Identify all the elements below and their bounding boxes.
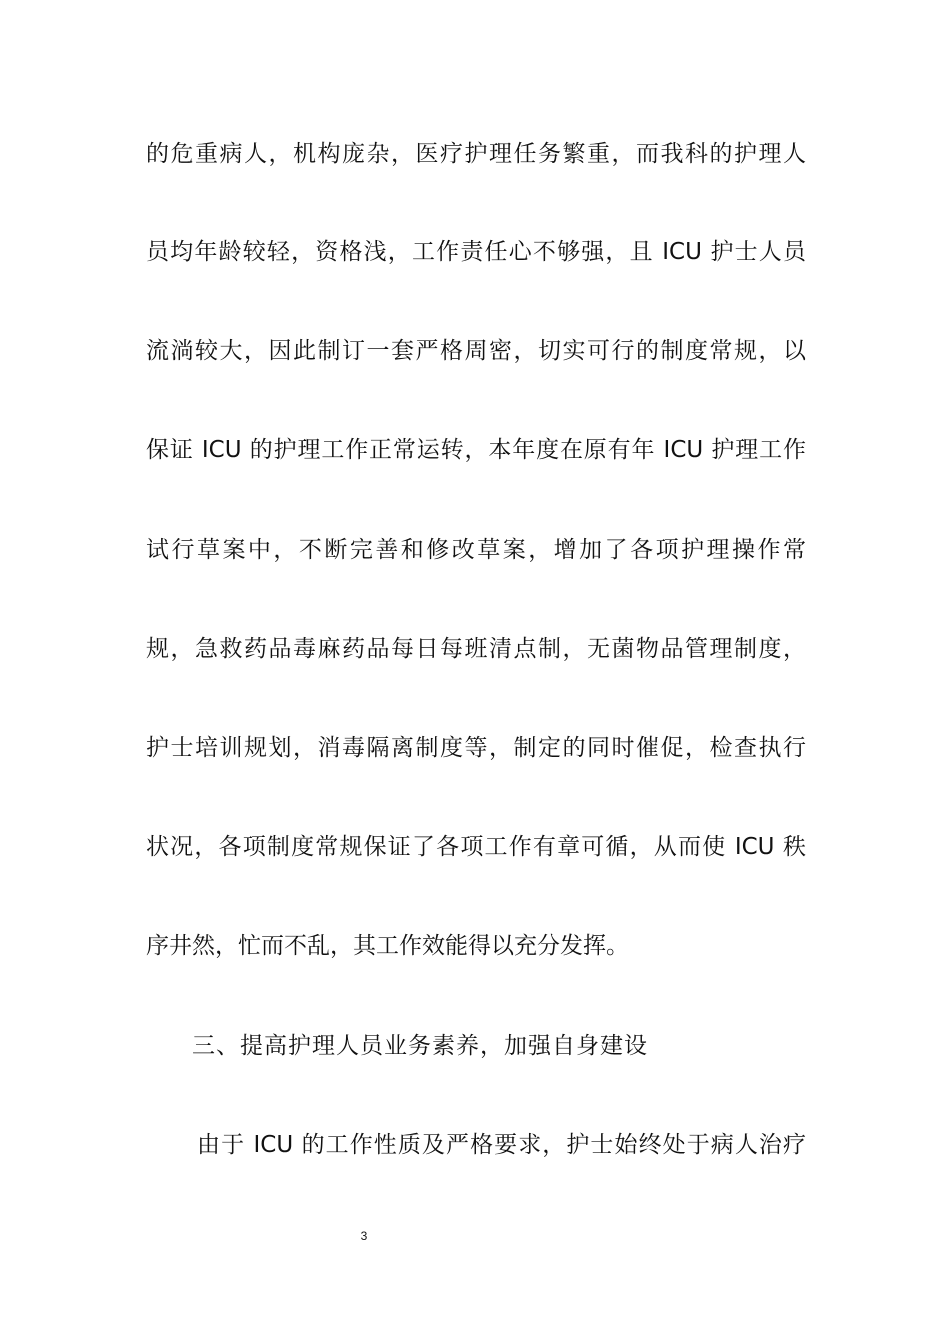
paragraph-first-line: 由于 ICU 的工作性质及严格要求，护士始终处于病人治疗 <box>197 1132 806 1158</box>
section-heading: 三、提高护理人员业务素养，加强自身建设 <box>192 1033 648 1059</box>
body-text-line: 的危重病人，机构庞杂，医疗护理任务繁重，而我科的护理人 <box>146 141 806 167</box>
page-number: 3 <box>360 1229 368 1243</box>
body-text-line-last: 序井然，忙而不乱，其工作效能得以充分发挥。 <box>146 933 629 959</box>
body-text-line: 试行草案中，不断完善和修改草案，增加了各项护理操作常 <box>146 537 806 563</box>
body-text-line: 状况，各项制度常规保证了各项工作有章可循，从而使 ICU 秩 <box>146 834 806 860</box>
body-text-line: 流淌较大，因此制订一套严格周密，切实可行的制度常规，以 <box>146 338 806 364</box>
body-text-line: 护士培训规划，消毒隔离制度等，制定的同时催促，检查执行 <box>146 735 806 761</box>
body-text-line: 保证 ICU 的护理工作正常运转，本年度在原有年 ICU 护理工作 <box>146 437 806 463</box>
body-text-line: 员均年龄较轻，资格浅，工作责任心不够强，且 ICU 护士人员 <box>146 239 806 265</box>
body-text-line: 规，急救药品毒麻药品每日每班清点制，无菌物品管理制度， <box>146 636 806 662</box>
